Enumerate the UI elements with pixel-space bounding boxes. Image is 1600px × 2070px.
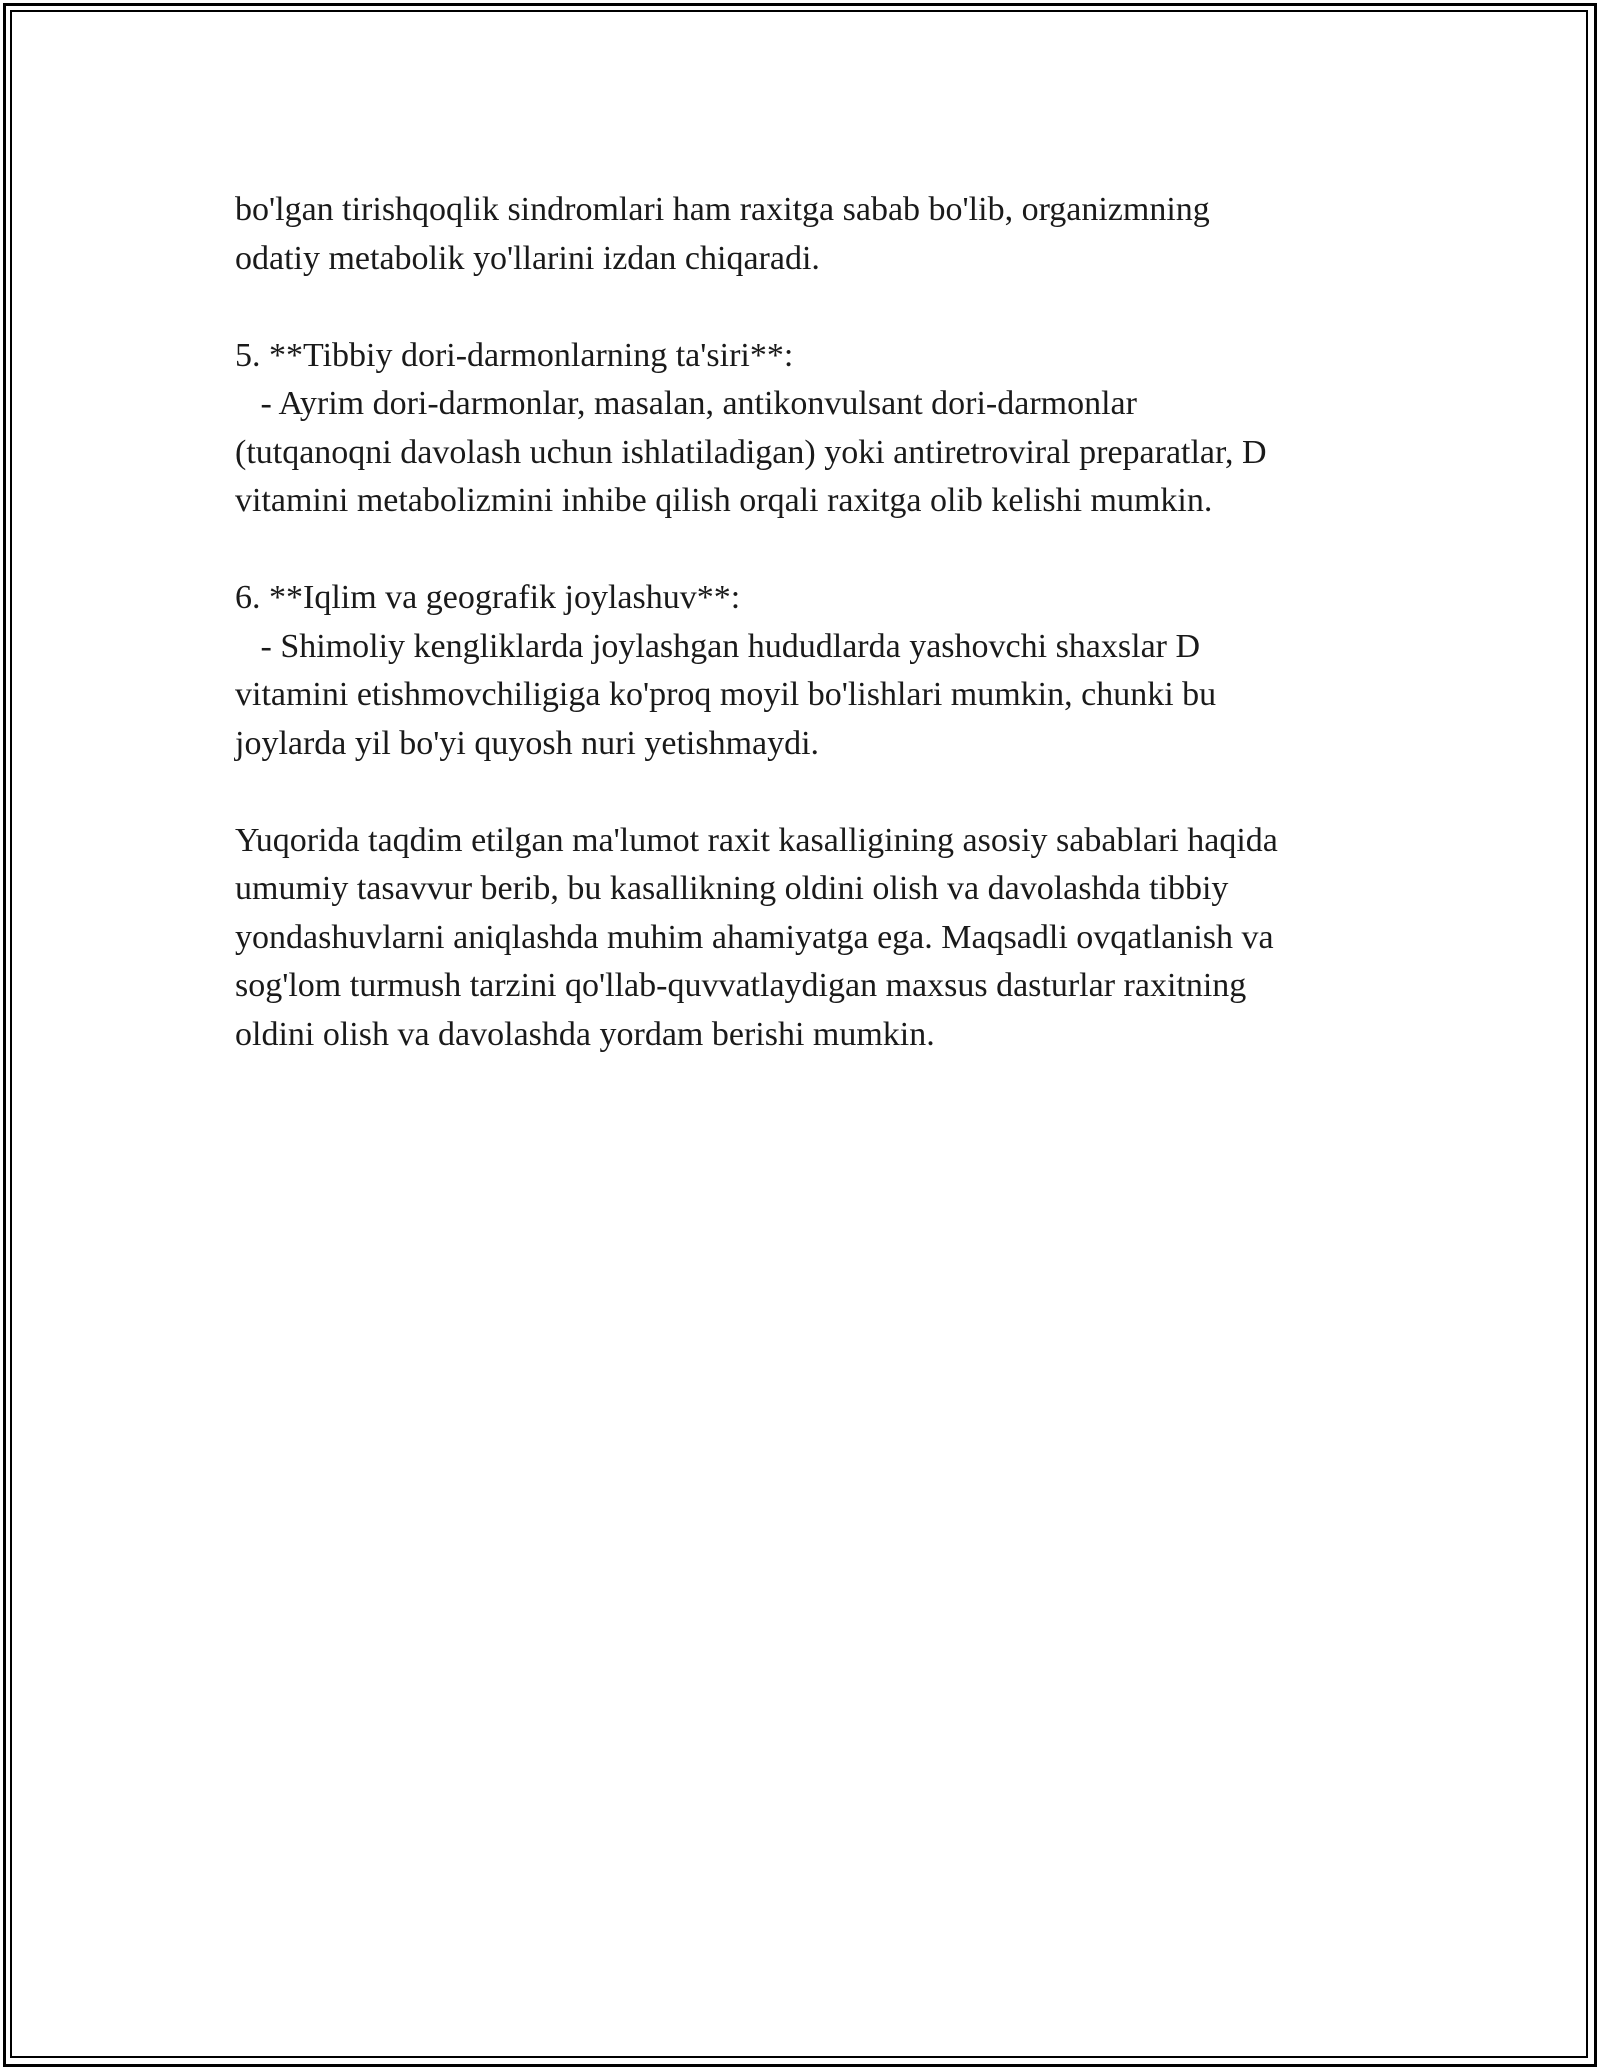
text-line: oldini olish va davolashda yordam berishi mumkin. <box>235 1015 935 1053</box>
text-line: vitamini metabolizmini inhibe qilish orqali raxitga olib kelishi mumkin. <box>235 482 1213 519</box>
paragraph-continuation <box>235 186 1385 283</box>
text-line: - Shimoliy kengliklarda joylashgan hududlarda yashovchi shaxslar D <box>235 627 1201 665</box>
document-body <box>235 186 1385 1059</box>
conclusion-paragraph <box>235 817 1385 1060</box>
list-item-5 <box>235 332 1385 526</box>
list-item-heading: 5. **Tibbiy dori-darmonlarning ta'siri**: <box>235 336 794 374</box>
text-line: (tutqanoqni davolash uchun ishlatiladigan) yoki antiretroviral preparatlar, D <box>235 433 1267 471</box>
text-line: yondashuvlarni aniqlashda muhim ahamiyatga ega. Maqsadli ovqatlanish va <box>235 918 1274 956</box>
text-line: bo'lgan tirishqoqlik sindromlari ham raxitga sabab bo'lib, organizmning <box>235 191 1210 228</box>
list-item-heading: 6. **Iqlim va geografik joylashuv**: <box>235 579 741 616</box>
paragraph-gap <box>235 283 1385 332</box>
text-line: umumiy tasavvur berib, bu kasallikning oldini olish va davolashda tibbiy <box>235 870 1229 907</box>
text-line: Yuqorida taqdim etilgan ma'lumot raxit kasalligining asosiy sabablari haqida <box>235 821 1278 859</box>
text-line: odatiy metabolik yo'llarini izdan chiqaradi. <box>235 239 820 277</box>
text-line: vitamini etishmovchiligiga ko'proq moyil bo'lishlari mumkin, chunki bu <box>235 676 1217 713</box>
text-line: - Ayrim dori-darmonlar, masalan, antikonvulsant dori-darmonlar <box>235 385 1137 422</box>
paragraph-gap <box>235 768 1385 817</box>
paragraph-gap <box>235 526 1385 575</box>
list-item-6 <box>235 574 1385 768</box>
text-line: sog'lom turmush tarzini qo'llab-quvvatlaydigan maxsus dasturlar raxitning <box>235 967 1247 1004</box>
text-line: joylarda yil bo'yi quyosh nuri yetishmaydi. <box>235 724 820 762</box>
